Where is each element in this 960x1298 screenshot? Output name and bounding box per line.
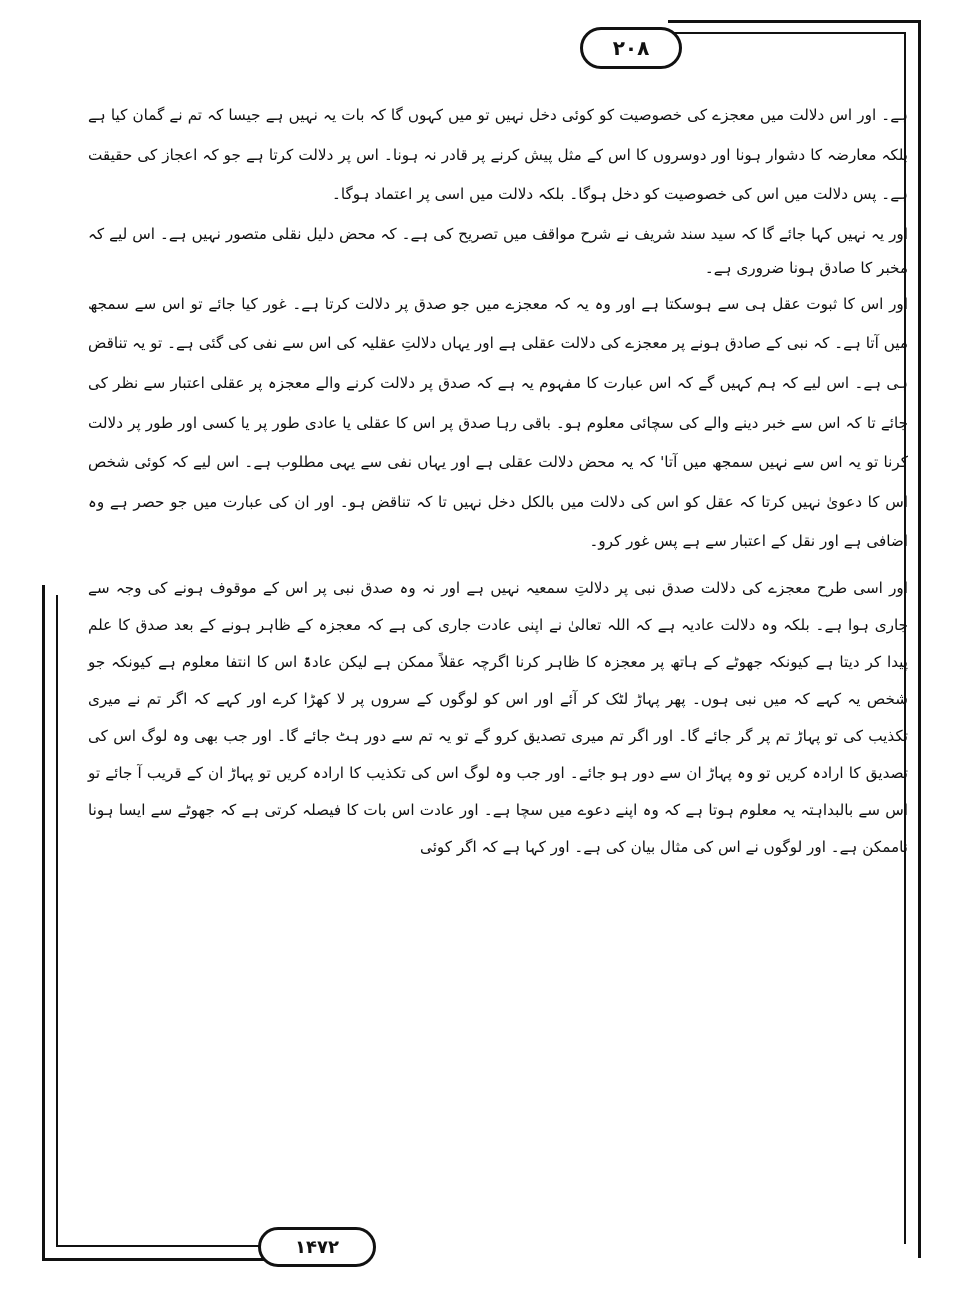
paragraph-3: اور اس کا ثبوت عقل ہی سے ہوسکتا ہے اور وہ یہ کہ معجزے میں جو صدق پر دلالت کرتا ہے۔ غور کیا جائے تو اس سے سمجھ میں آتا ہے۔ کہ نبی کے صادق ہونے پر معجزے کی دلالت عقلی ہے اور یہاں دلالتِ عقلیہ کی اس سے نفی کی گئی ہے۔ تو یہ تناقض ہی ہے۔ اس لیے کہ ہم کہیں گے کہ اس عبارت کا مفہوم یہ ہے کہ صدق پر دلالت کرنے والے معجزہ پر عقلی اعتبار سے نظر کی جائے تا کہ اس سے خبر دینے والے کی سچائی معلوم ہو۔ باقی رہا صدق پر اس کا عقلی یا عادی طور پر یا کسی اور طور پر دلالت کرنا تو یہ اس سے نہیں سمجھ میں آتا' کہ یہ محض دلالت عقلی ہے اور یہاں نفی سے یہی مطلوب ہے۔ اس لیے کہ کوئی شخص اس کا دعویٰ نہیں کرتا کہ عقل کو اس کی دلالت میں بالکل دخل نہیں تا کہ تناقض ہو۔ اور ان کی عبارت میں جو حصر ہے وہ اضافی ہے اور نقل کے اعتبار سے ہے پس غور کرو۔ [88, 294, 908, 551]
paragraph-1: ہے۔ اور اس دلالت میں معجزے کی خصوصیت کو کوئی دخل نہیں تو میں کہوں گا کہ بات یہ نہیں ہے جیسا کہ تم نے گمان کیا ہے بلکہ معارضہ کا دشوار ہونا اور دوسروں کا اس کے مثل پیش کرنے پر قادر نہ ہونا۔ اس پر دلالت کرتا ہے جو کہ اعجاز کی حقیقت ہے۔ پس دلالت میں اس کی خصوصیت کو دخل ہوگا۔ بلکہ دلالت میں اسی پر اعتماد ہوگا۔ [88, 106, 908, 204]
page-number-bottom: ۱۴۷۲ [258, 1227, 376, 1267]
paragraph-2: اور یہ نہیں کہا جائے گا کہ سید سند شریف نے شرح مواقف میں تصریح کی ہے۔ کہ محض دلیل نقلی متصور نہیں ہے۔ اس لیے کہ مخبر کا صادق ہونا ضروری ہے۔ [88, 224, 908, 277]
page-number-top: ۲۰۸ [580, 27, 682, 69]
paragraph-4: اور اسی طرح معجزے کی دلالت صدق نبی پر دلالتِ سمعیہ نہیں ہے اور نہ وہ صدق نبی پر اس کے موقوف ہونے کی وجہ سے جاری ہوا ہے۔ بلکہ وہ دلالت عادیہ ہے کہ اللہ تعالیٰ نے اپنی عادت جاری کی ہے کہ معجزہ کے ظاہر ہونے کے بعد صدق کا علم پیدا کر دیتا ہے کیونکہ جھوٹے کے ہاتھ پر معجزہ کا ظاہر کرنا اگرچہ عقلاً ممکن ہے لیکن عادۃً اس کا انتفا معلوم ہے کیونکہ جو شخص یہ کہے کہ میں نبی ہوں۔ پھر پہاڑ لٹک کر آئے اور اس کو لوگوں کے سروں پر لا کھڑا کرے اور کہے کہ اگر تم نے میری تکذیب کی تو پہاڑ تم پر گر جائے گا۔ اور اگر تم میری تصدیق کرو گے تو یہ تم سے دور ہٹ جائے گا۔ اور جب بھی وہ لوگ اس کی تصدیق کا ارادہ کریں تو وہ پہاڑ ان سے دور ہو جائے۔ اور جب وہ لوگ اس کی تکذیب کا ارادہ کریں تو پہاڑ ان کے قریب آ جائے تو اس سے بالبداہتہ یہ معلوم ہوتا ہے کہ وہ اپنے دعوے میں سچا ہے۔ اور عادت اس بات کا فیصلہ کرتی ہے کہ جھوٹے سے ایسا ہونا ناممکن ہے۔ اور لوگوں نے اس کی مثال بیان کی ہے۔ اور کہا ہے کہ اگر کوئی [88, 578, 908, 856]
page-body [88, 96, 908, 866]
